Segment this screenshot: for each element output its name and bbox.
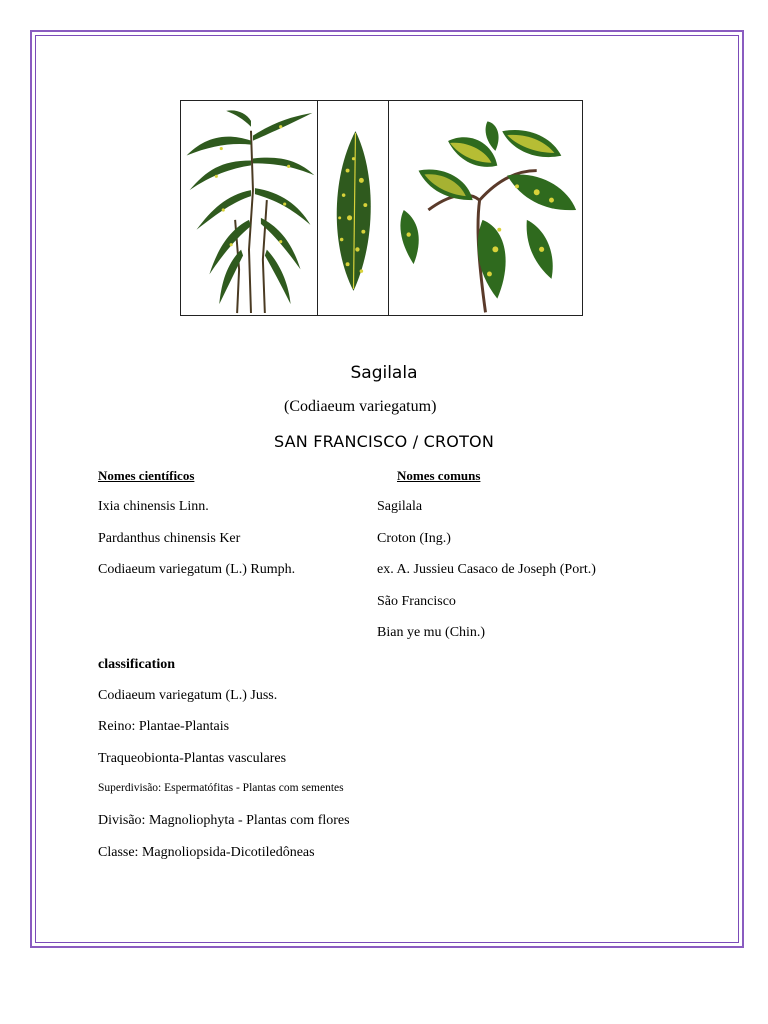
scientific-name-item: Codiaeum variegatum (L.) Rumph.: [98, 562, 296, 577]
classification-header: classification: [98, 657, 175, 672]
scientific-names-header: Nomes científicos: [98, 468, 195, 483]
common-name-item: Sagilala: [377, 499, 423, 514]
scientific-name-subtitle: (Codiaeum variegatum): [284, 398, 437, 415]
common-names-header: Nomes comuns: [397, 468, 481, 483]
classification-item: Divisão: Magnoliophyta - Plantas com flores: [98, 813, 350, 828]
scientific-name-item: Pardanthus chinensis Ker: [98, 531, 241, 546]
plant-photo-single-leaf: [317, 101, 388, 315]
common-name-item: ex. A. Jussieu Casaco de Joseph (Port.): [377, 562, 596, 577]
classification-item: Classe: Magnoliopsida-Dicotiledôneas: [98, 845, 315, 860]
common-name-title: Sagilala: [350, 363, 418, 383]
narrow-leaf-croton-image: [181, 101, 317, 315]
classification-item: Traqueobionta-Plantas vasculares: [98, 751, 287, 766]
plant-photo-strip: [180, 100, 583, 316]
plant-photo-narrow-leaf: [181, 101, 317, 315]
document-heading: SAN FRANCISCO / CROTON: [273, 432, 495, 451]
classification-item: Superdivisão: Espermatófitas - Plantas com sementes: [98, 782, 344, 794]
common-name-item: Croton (Ing.): [377, 531, 451, 546]
common-name-item: Bian ye mu (Chin.): [377, 625, 486, 640]
scientific-name-item: Ixia chinensis Linn.: [98, 499, 209, 514]
plant-photo-broad-leaf: [388, 101, 582, 315]
broad-leaf-croton-image: [389, 101, 582, 315]
classification-item: Reino: Plantae-Plantais: [98, 719, 230, 734]
common-name-item: São Francisco: [377, 594, 456, 609]
classification-item: Codiaeum variegatum (L.) Juss.: [98, 688, 278, 703]
spotted-leaf-image: [318, 101, 388, 315]
